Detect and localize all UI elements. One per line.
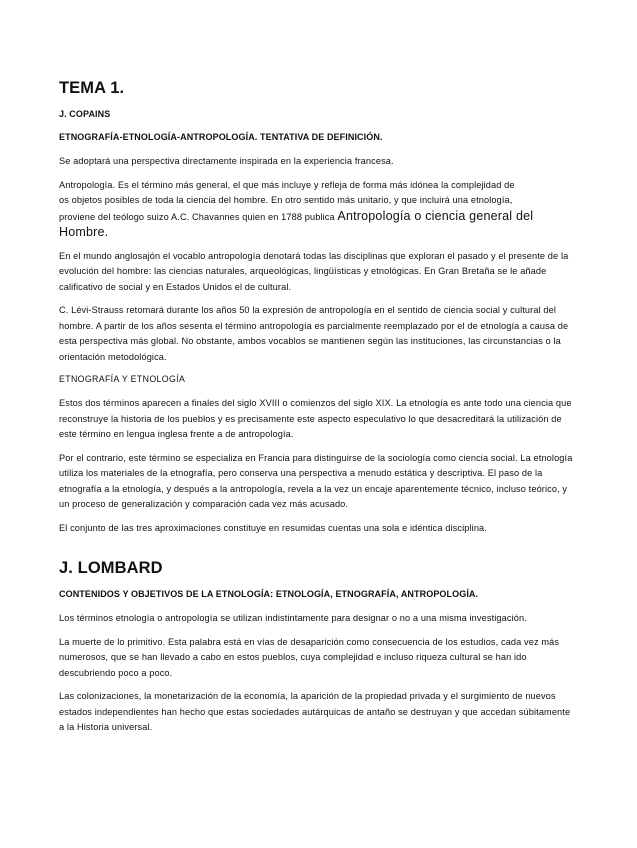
paragraph-line: Antropología. Es el término más general, el que más incluye y refleja de forma más idónea la complejidad de	[59, 179, 515, 190]
paragraph-line: os objetos posibles de toda la ciencia del hombre. En otro sentido más unitario, y que incluirá una etnología,	[59, 195, 513, 205]
paragraph: La muerte de lo primitivo. Esta palabra está en vías de desaparición como consecuencia de los estudios, cada vez más numerosos, que se han llevado a cabo en estos pueblos, cuya complejidad e incluso riqueza cultural se han ido descubriendo poco a poco.	[59, 636, 560, 678]
paragraph: El conjunto de las tres aproximaciones constituye en resumidas cuentas una sola e idéntica disciplina.	[59, 522, 487, 533]
paragraph: Se adoptará una perspectiva directamente inspirada en la experiencia francesa.	[59, 156, 394, 166]
section-subtitle: CONTENIDOS Y OBJETIVOS DE LA ETNOLOGÍA: ETNOLOGÍA, ETNOGRAFÍA, ANTROPOLOGÍA.	[59, 589, 479, 599]
paragraph: En el mundo anglosajón el vocablo antropología denotará todas las disciplinas que exploran el pasado y el presente de la evolución del hombre: las ciencias naturales, arqueológicas, lingüísticas y etnológicas. En Gran Bretaña se le añade calificativo de social y en Estados Unidos el de cultural.	[59, 250, 569, 292]
paragraph: Los términos etnología o antropología se utilizan indistintamente para designar o no a una misma investigación.	[59, 613, 527, 623]
paragraph: Estos dos términos aparecen a finales del siglo XVIII o comienzos del siglo XIX. La etnología es ante todo una ciencia que reconstruye la historia de los pueblos y es precisamente este aspecto especulativo lo que desacreditará la utilización de este término en lengua inglesa frente a de antropología.	[59, 398, 572, 439]
document-page	[59, 78, 577, 744]
paragraph: C. Lévi-Strauss retomará durante los años 50 la expresión de antropología en el sentido de ciencia social y cultural del hombre. A partir de los años sesenta el término antropología es parcialmente reemplazado por el de etnología a causa de esta perspectiva más global. No obstante, ambos vocablos se mantienen según las instituciones, las circunstancias o la orientación metodológica.	[59, 305, 569, 362]
section-heading: ETNOGRAFÍA Y ETNOLOGÍA	[59, 374, 186, 384]
paragraph: Las colonizaciones, la monetarización de la economía, la aparición de la propiedad privada y el surgimiento de nuevos estados independientes han hecho que estas sociedades autárquicas de antaño se destruyan y que accedan súbitamente a la Historia universal.	[59, 691, 571, 732]
paragraph-line-text: proviene del teólogo suizo A.C. Chavannes quien en 1788 publica	[59, 211, 338, 222]
section-subtitle: ETNOGRAFÍA-ETNOLOGÍA-ANTROPOLOGÍA. TENTATIVA DE DEFINICIÓN.	[59, 132, 383, 142]
book-title: Antropología o ciencia general del	[337, 208, 534, 223]
paragraph-line	[59, 209, 577, 226]
book-title-continuation: Hombre.	[59, 225, 109, 239]
section-title-tema1: TEMA 1.	[59, 79, 125, 97]
paragraph-antropologia	[59, 178, 577, 241]
paragraph: Por el contrario, este término se especializa en Francia para distinguirse de la sociología como ciencia social. La etnología utiliza los materiales de la etnografía, pero conserva una perspectiva a menudo estática y descriptiva. El paso de la etnografía a la etnología, y después a la antropología, revela a la vez un encaje aparentemente técnico, incluso teórico, y un proceso de generalización y comparación cada vez más acusado.	[59, 452, 573, 509]
author-heading: J. COPAINS	[59, 109, 111, 119]
section-title-lombard: J. LOMBARD	[59, 559, 163, 577]
